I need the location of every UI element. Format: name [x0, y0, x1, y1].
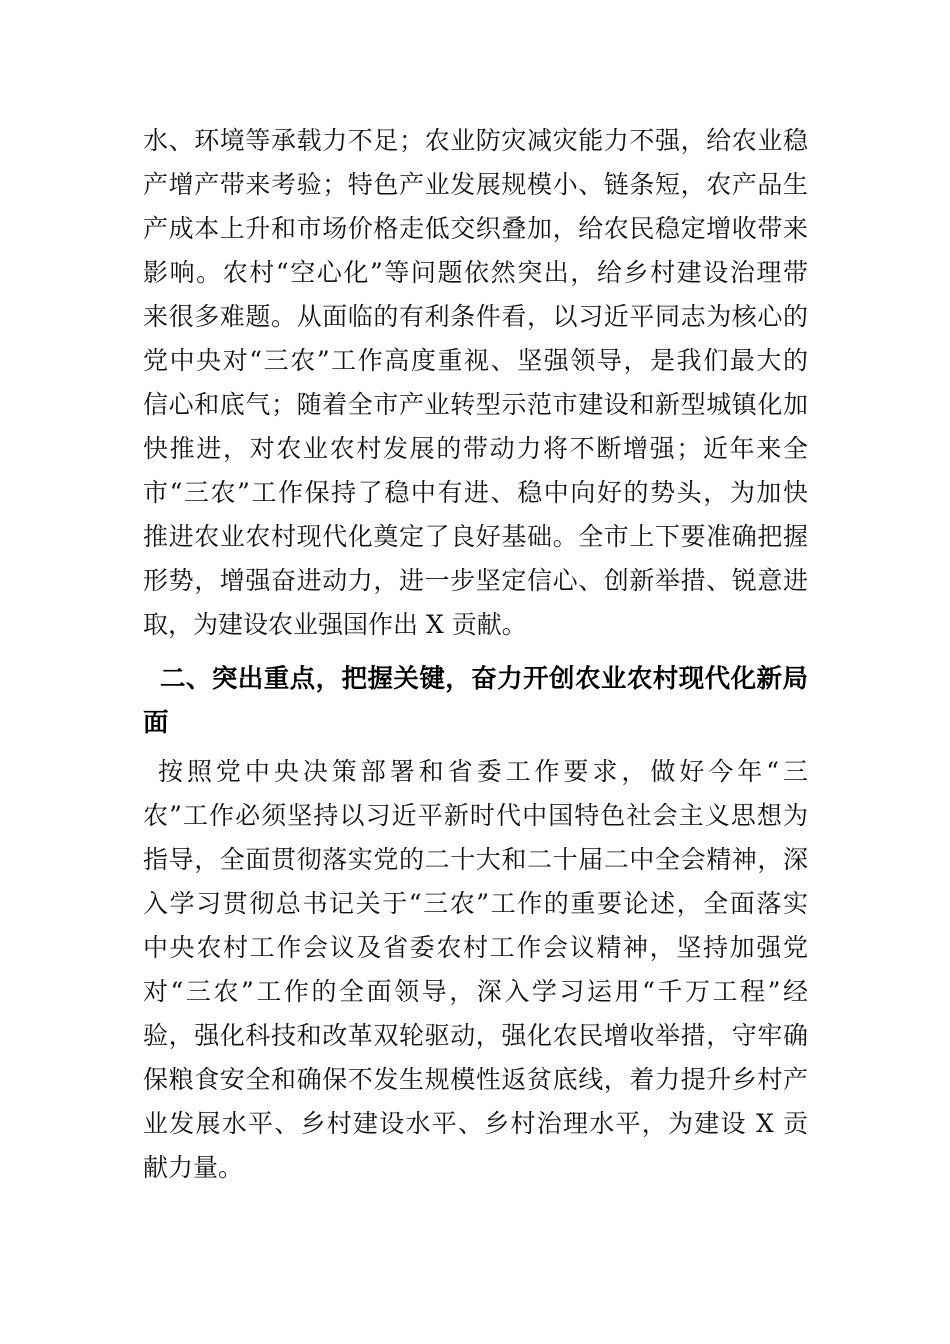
section-heading: 二、突出重点，把握关键，奋力开创农业农村现代化新局: [160, 664, 808, 694]
paragraph-line: 验，强化科技和改革双轮驱动，强化农民增收举措，守牢确: [143, 1021, 808, 1050]
paragraph-line: 献力量。: [143, 1153, 244, 1182]
paragraph-line: 党中央对“三农”工作高度重视、坚强领导，是我们最大的: [143, 346, 808, 375]
paragraph-line: 业发展水平、乡村建设水平、乡村治理水平，为建设 X 贡: [143, 1109, 808, 1138]
paragraph-line: 入学习贯彻总书记关于“三农”工作的重要论述，全面落实: [143, 889, 808, 918]
paragraph-line: 指导，全面贯彻落实党的二十大和二十届二中全会精神，深: [143, 845, 808, 874]
paragraph-line: 形势，增强奋进动力，进一步坚定信心、创新举措、锐意进: [143, 566, 808, 595]
paragraph-line: 产成本上升和市场价格走低交织叠加，给农民稳定增收带来: [143, 214, 808, 243]
paragraph-line: 农”工作必须坚持以习近平新时代中国特色社会主义思想为: [143, 801, 808, 830]
paragraph-line: 取，为建设农业强国作出 X 贡献。: [143, 610, 527, 639]
paragraph-line: 中央农村工作会议及省委农村工作会议精神，坚持加强党: [143, 933, 808, 962]
paragraph-line: 信心和底气；随着全市产业转型示范市建设和新型城镇化加: [143, 390, 808, 419]
paragraph-line: 按照党中央决策部署和省委工作要求，做好今年“三: [158, 757, 808, 786]
paragraph-line: 快推进，对农业农村发展的带动力将不断增强；近年来全: [143, 434, 808, 463]
paragraph-line: 产增产带来考验；特色产业发展规模小、链条短，农产品生: [143, 170, 808, 199]
paragraph-line: 水、环境等承载力不足；农业防灾减灾能力不强，给农业稳: [143, 126, 808, 155]
paragraph-line: 来很多难题。从面临的有利条件看，以习近平同志为核心的: [143, 302, 808, 331]
section-heading: 面: [143, 708, 169, 738]
paragraph-line: 市“三农”工作保持了稳中有进、稳中向好的势头，为加快: [143, 478, 808, 507]
paragraph-line: 对“三农”工作的全面领导，深入学习运用“千万工程”经: [143, 977, 808, 1006]
paragraph-line: 推进农业农村现代化奠定了良好基础。全市上下要准确把握: [143, 522, 808, 551]
paragraph-line: 保粮食安全和确保不发生规模性返贫底线，着力提升乡村产: [143, 1065, 808, 1094]
paragraph-line: 影响。农村“空心化”等问题依然突出，给乡村建设治理带: [143, 258, 808, 287]
